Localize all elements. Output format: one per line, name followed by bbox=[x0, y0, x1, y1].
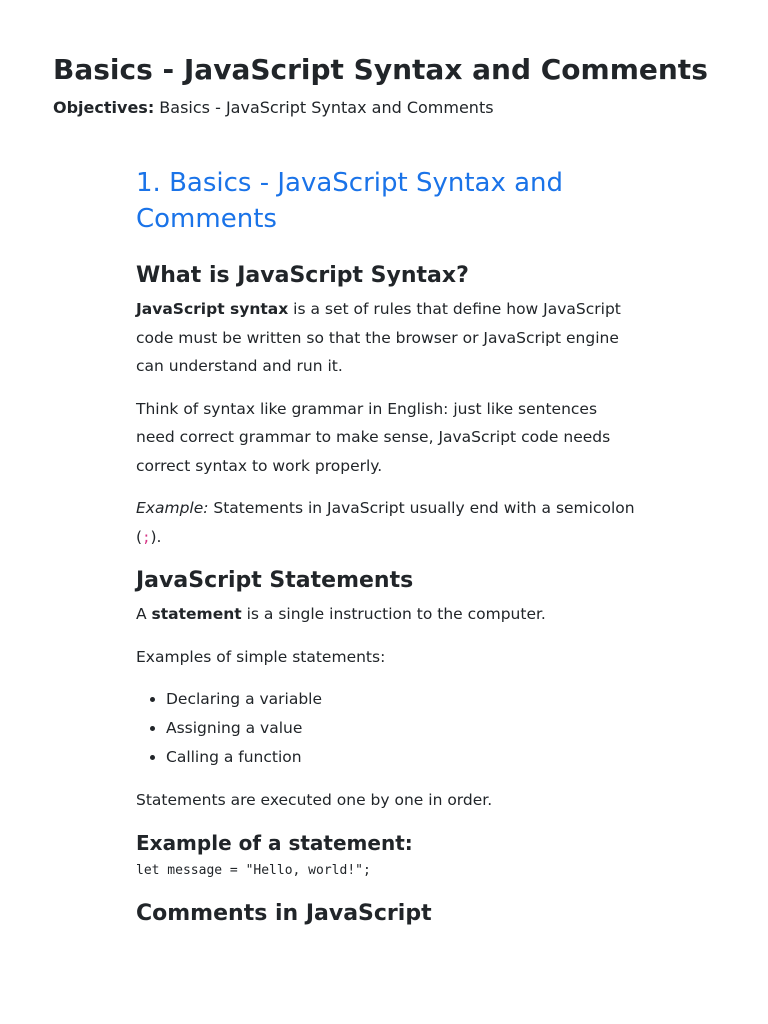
example-text-end: ). bbox=[150, 527, 162, 546]
syntax-term: JavaScript syntax bbox=[136, 300, 289, 318]
statement-definition-text: is a single instruction to the computer. bbox=[241, 605, 546, 623]
example-paragraph bbox=[136, 494, 640, 552]
syntax-definition-text: is a set of rules that define how JavaScript code must be written so that the browser or JavaScript engine can understand and run it. bbox=[136, 300, 621, 375]
statements-heading: JavaScript Statements bbox=[136, 568, 414, 593]
example-text: Statements in JavaScript usually end with a semicolon ( bbox=[136, 499, 635, 546]
main-content bbox=[136, 165, 640, 933]
statement-definition-paragraph bbox=[136, 600, 640, 629]
semicolon-code: ; bbox=[142, 529, 151, 546]
section-title: 1. Basics - JavaScript Syntax and Comments bbox=[136, 168, 564, 234]
objectives-line bbox=[53, 96, 494, 120]
statement-example-heading: Example of a statement: bbox=[136, 830, 413, 855]
execution-order-paragraph: Statements are executed one by one in order. bbox=[136, 791, 493, 809]
code-block: let message = "Hello, world!"; bbox=[136, 862, 371, 878]
what-is-syntax-heading: What is JavaScript Syntax? bbox=[136, 263, 469, 288]
example-label: Example: bbox=[136, 499, 209, 517]
list-item: • Declaring a variable bbox=[166, 685, 640, 714]
objectives-label: Objectives: bbox=[53, 98, 155, 117]
statement-definition-start: A bbox=[136, 605, 152, 623]
syntax-definition-paragraph bbox=[136, 295, 640, 381]
comments-heading: Comments in JavaScript bbox=[136, 900, 432, 926]
page-title: Basics - JavaScript Syntax and Comments bbox=[53, 53, 708, 86]
list-item: • Assigning a value bbox=[166, 714, 640, 743]
grammar-analogy-paragraph: Think of syntax like grammar in English: just like sentences need correct grammar to make sense, JavaScript code needs correct syntax to work properly. bbox=[136, 399, 611, 475]
statement-examples-list bbox=[136, 685, 640, 772]
objectives-text: Basics - JavaScript Syntax and Comments bbox=[154, 98, 494, 117]
statement-term: statement bbox=[151, 605, 242, 623]
examples-intro-paragraph: Examples of simple statements: bbox=[136, 647, 386, 666]
list-item: • Calling a function bbox=[166, 743, 640, 772]
